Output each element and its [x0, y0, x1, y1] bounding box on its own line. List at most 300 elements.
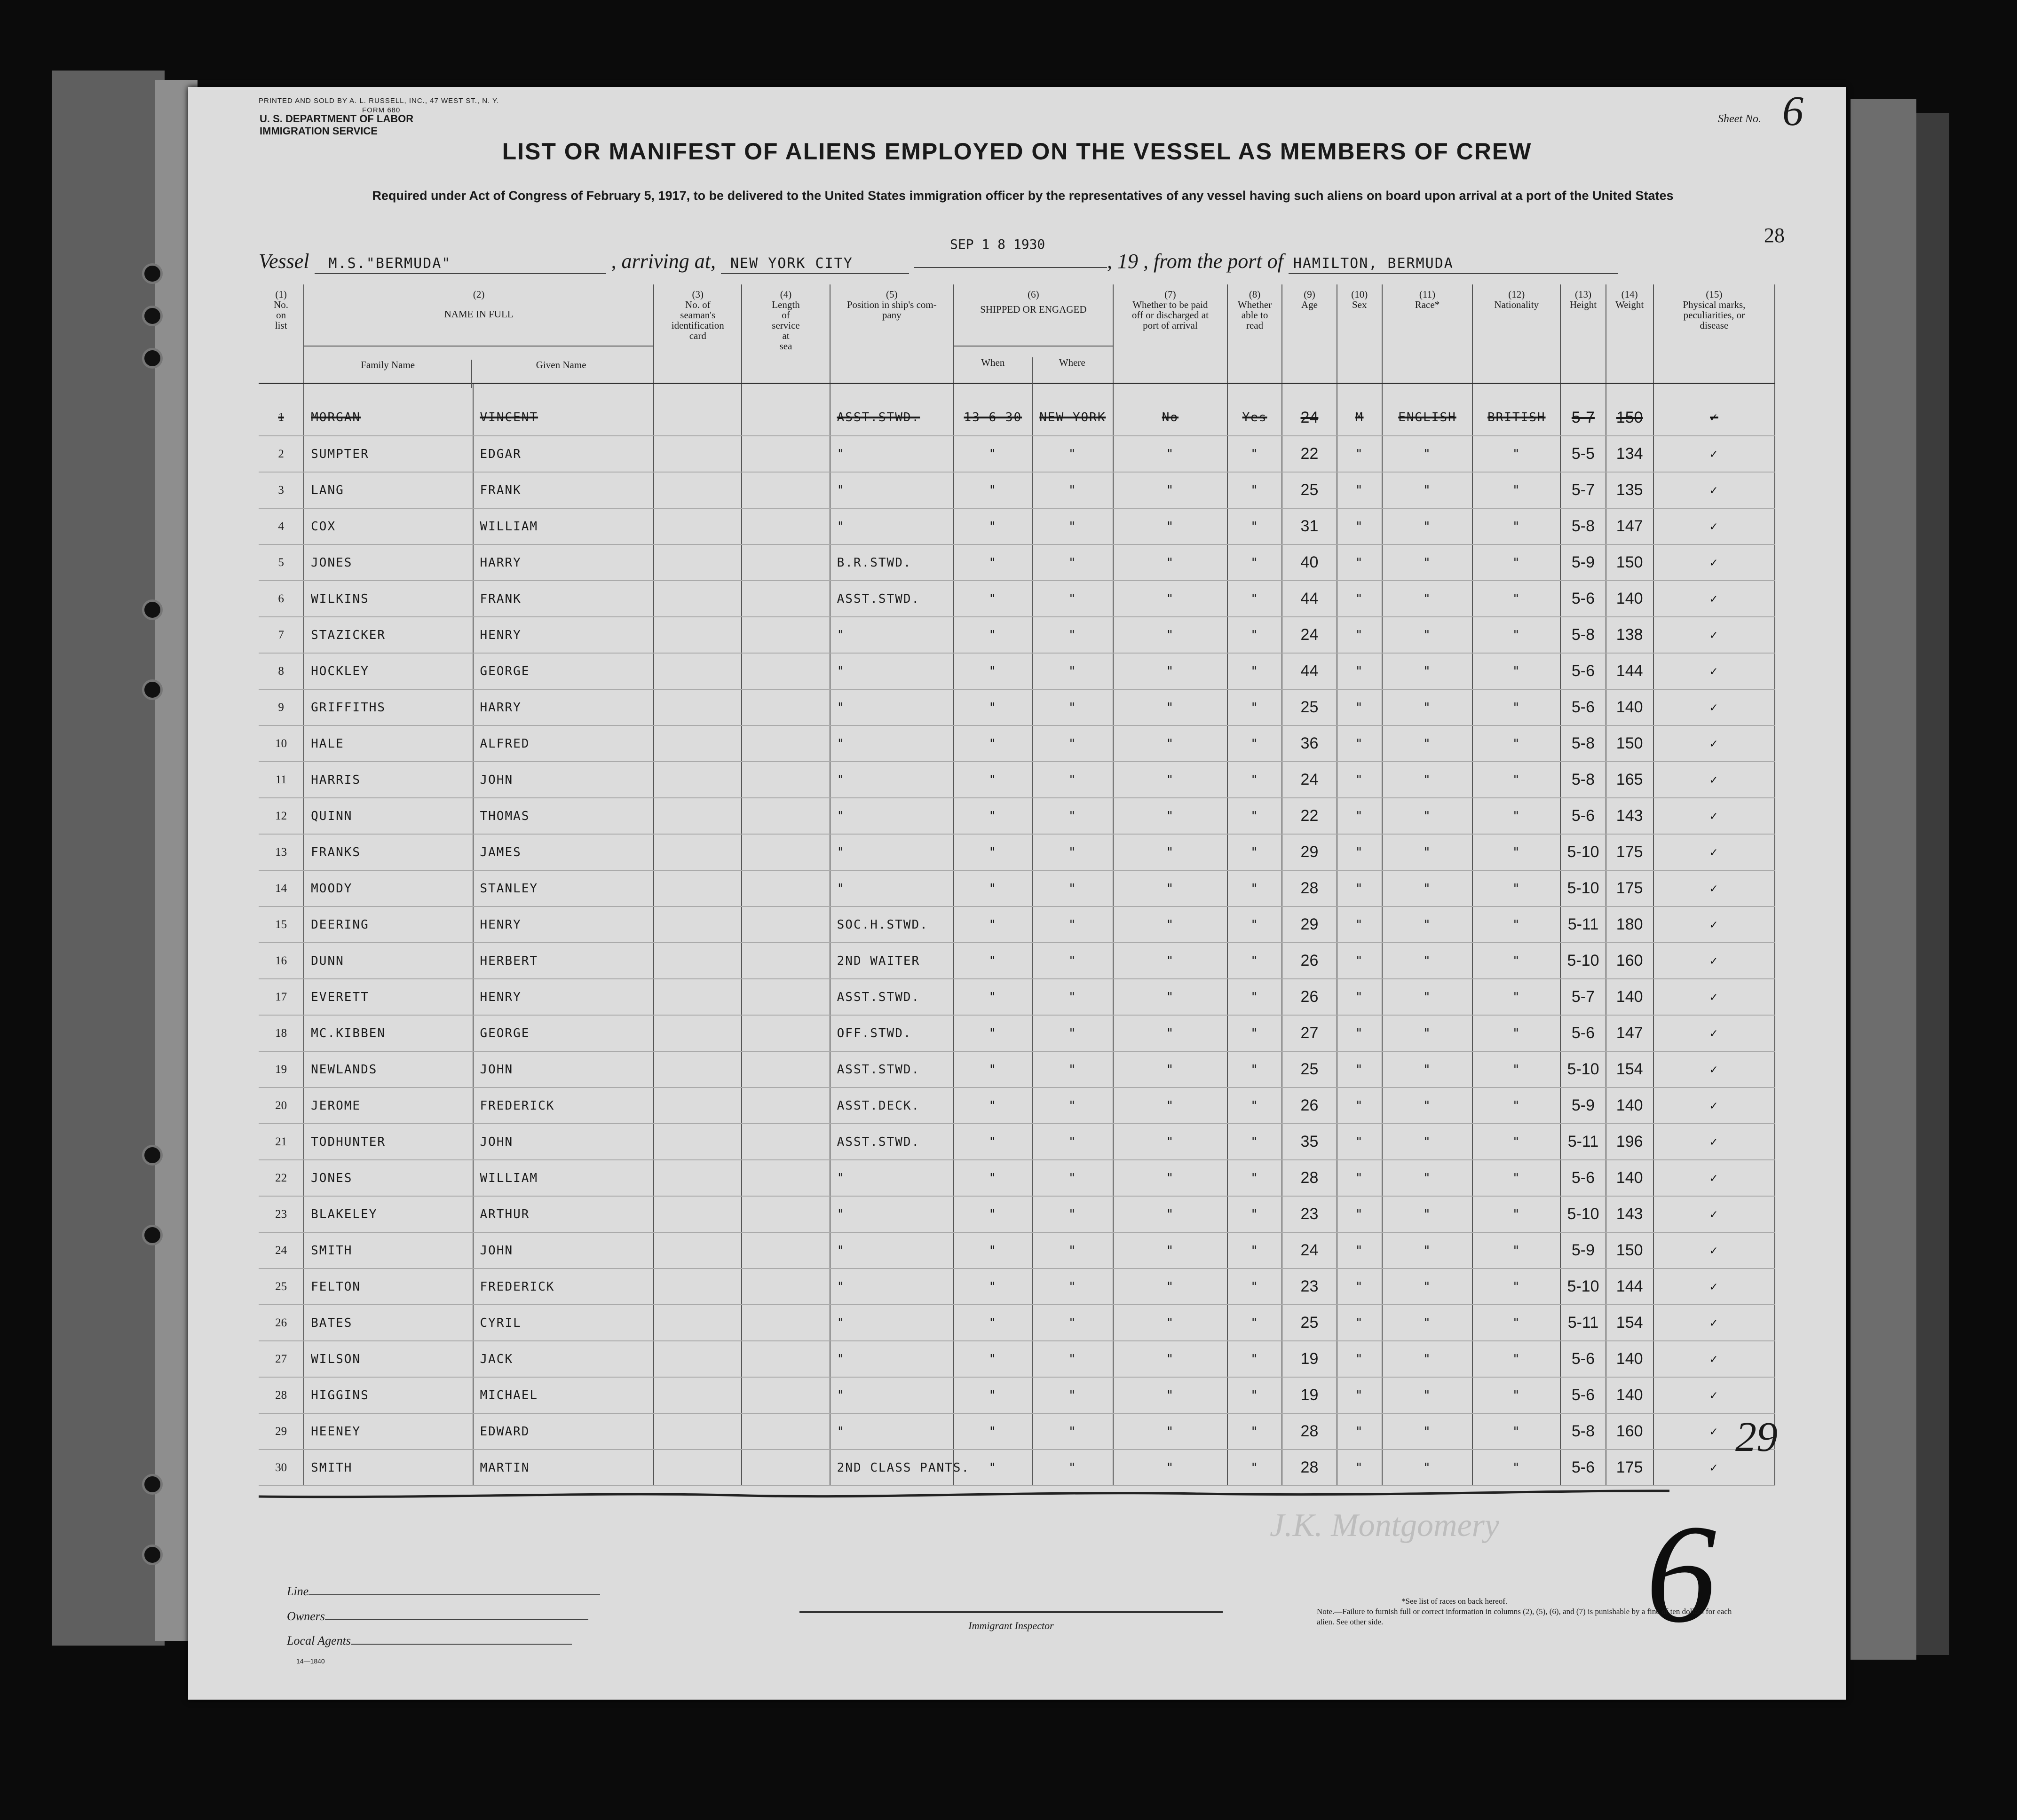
height-cell: 5-11 [1560, 906, 1606, 943]
family-name-cell: JONES [304, 544, 473, 581]
inspector-signature-line [799, 1611, 1223, 1613]
nationality-cell: " [1472, 1232, 1560, 1268]
weight-cell: 140 [1606, 1341, 1653, 1377]
physical-marks-cell: ✓ [1653, 1124, 1775, 1160]
family-name-cell: HALE [304, 725, 473, 762]
weight-cell: 138 [1606, 617, 1653, 653]
shipped-where-cell: " [1032, 1015, 1113, 1051]
agents-label: Local Agents [287, 1634, 351, 1647]
service-length-cell [742, 798, 830, 834]
service-length-cell [742, 943, 830, 979]
id-card-cell [654, 1087, 742, 1124]
col-physical-marks-header: (15) Physical marks, peculiarities, or disease [1653, 284, 1775, 383]
table-row [259, 906, 1775, 943]
shipped-when-cell: " [954, 798, 1032, 834]
service-length-cell [742, 1305, 830, 1341]
position-cell: " [830, 725, 954, 762]
id-card-cell [654, 725, 742, 762]
height-cell: 5-6 [1560, 689, 1606, 725]
physical-marks-cell: ✓ [1653, 1413, 1775, 1450]
age-cell: 29 [1282, 834, 1337, 870]
shipped-where-cell: " [1032, 834, 1113, 870]
shipped-when-cell: " [954, 725, 1032, 762]
paid-off-cell: " [1113, 725, 1227, 762]
id-card-cell [654, 1160, 742, 1196]
page-subtitle: Required under Act of Congress of February 5, 1917, to be delivered to the United States immigration officer by the representatives of any vessel having such aliens on board upon arrival at a port of the United States [372, 189, 1674, 203]
service-length-cell [742, 1377, 830, 1413]
age-cell: 19 [1282, 1377, 1337, 1413]
col-height-header: (13) Height [1560, 284, 1606, 383]
sex-cell: " [1337, 834, 1382, 870]
age-cell: 25 [1282, 1305, 1337, 1341]
nationality-cell: " [1472, 1124, 1560, 1160]
age-cell: 22 [1282, 798, 1337, 834]
service-length-cell [742, 725, 830, 762]
race-cell: " [1382, 1268, 1472, 1305]
race-cell: " [1382, 906, 1472, 943]
inspector-label: Immigrant Inspector [968, 1620, 1054, 1631]
table-row [259, 1377, 1775, 1413]
physical-marks-cell: ✓ [1653, 508, 1775, 544]
sex-cell: " [1337, 725, 1382, 762]
list-number-cell: 24 [259, 1232, 304, 1268]
service-length-cell [742, 544, 830, 581]
able-to-read-cell: " [1227, 653, 1282, 689]
list-number-cell: 18 [259, 1015, 304, 1051]
nationality-cell: " [1472, 943, 1560, 979]
position-cell: " [830, 1413, 954, 1450]
shipped-where-cell: " [1032, 436, 1113, 472]
family-name-cell: EVERETT [304, 979, 473, 1015]
family-name-cell: TODHUNTER [304, 1124, 473, 1160]
age-cell: 44 [1282, 581, 1337, 617]
table-row [259, 472, 1775, 508]
physical-marks-cell: ✓ [1653, 943, 1775, 979]
paid-off-cell: " [1113, 1087, 1227, 1124]
age-cell: 27 [1282, 1015, 1337, 1051]
service-length-cell [742, 1341, 830, 1377]
physical-marks-cell: ✓ [1653, 400, 1775, 436]
position-cell: 2ND CLASS PANTS. [830, 1450, 954, 1486]
family-name-cell: MORGAN [304, 400, 473, 436]
service-length-cell [742, 1232, 830, 1268]
id-card-cell [654, 689, 742, 725]
race-cell: " [1382, 1305, 1472, 1341]
family-name-cell: GRIFFITHS [304, 689, 473, 725]
position-cell: " [830, 689, 954, 725]
race-cell: " [1382, 689, 1472, 725]
race-cell: " [1382, 762, 1472, 798]
physical-marks-cell: ✓ [1653, 1377, 1775, 1413]
nationality-cell: " [1472, 436, 1560, 472]
table-row [259, 1305, 1775, 1341]
able-to-read-cell: " [1227, 1196, 1282, 1232]
list-number-cell: 30 [259, 1450, 304, 1486]
id-card-cell [654, 834, 742, 870]
physical-marks-cell: ✓ [1653, 544, 1775, 581]
sex-cell: " [1337, 653, 1382, 689]
table-row [259, 508, 1775, 544]
position-cell: 2ND WAITER [830, 943, 954, 979]
weight-cell: 134 [1606, 436, 1653, 472]
nationality-cell: " [1472, 544, 1560, 581]
shipped-when-cell: " [954, 1305, 1032, 1341]
id-card-cell [654, 906, 742, 943]
shipped-where-cell: " [1032, 1196, 1113, 1232]
paid-off-cell: " [1113, 979, 1227, 1015]
footer-owners [287, 1609, 588, 1623]
position-cell: ASST.STWD. [830, 1124, 954, 1160]
service-length-cell [742, 617, 830, 653]
height-cell: 5-6 [1560, 653, 1606, 689]
sex-cell: " [1337, 472, 1382, 508]
paid-off-cell: " [1113, 544, 1227, 581]
binder-hole [142, 1544, 163, 1565]
shipped-where-cell: " [1032, 1450, 1113, 1486]
shipped-when-cell: " [954, 653, 1032, 689]
paid-off-cell: " [1113, 1377, 1227, 1413]
weight-cell: 140 [1606, 1087, 1653, 1124]
sex-cell: " [1337, 1160, 1382, 1196]
paid-off-cell: " [1113, 1413, 1227, 1450]
id-card-cell [654, 1305, 742, 1341]
col-id-card-header: (3) No. of seaman's identification card [654, 284, 742, 383]
given-name-cell: HENRY [473, 617, 654, 653]
nationality-cell: " [1472, 1051, 1560, 1087]
able-to-read-cell: " [1227, 1268, 1282, 1305]
year-label: , 19 [1107, 250, 1138, 273]
height-cell: 5-10 [1560, 943, 1606, 979]
given-name-cell: JAMES [473, 834, 654, 870]
shipped-where-cell: " [1032, 472, 1113, 508]
given-name-header: Given Name [471, 360, 650, 388]
shipped-where-cell: " [1032, 1051, 1113, 1087]
race-cell: " [1382, 1341, 1472, 1377]
height-cell: 5-6 [1560, 581, 1606, 617]
paid-off-cell: " [1113, 906, 1227, 943]
paid-off-cell: " [1113, 762, 1227, 798]
printer-imprint [259, 96, 499, 115]
weight-cell: 175 [1606, 870, 1653, 906]
given-name-cell: VINCENT [473, 400, 654, 436]
nationality-cell: " [1472, 798, 1560, 834]
sex-cell: " [1337, 906, 1382, 943]
race-cell: " [1382, 653, 1472, 689]
service-length-cell [742, 400, 830, 436]
sex-cell: M [1337, 400, 1382, 436]
physical-marks-cell: ✓ [1653, 1196, 1775, 1232]
race-cell: " [1382, 1413, 1472, 1450]
col-weight-header: (14) Weight [1606, 284, 1653, 383]
sex-cell: " [1337, 1196, 1382, 1232]
service-length-cell [742, 1015, 830, 1051]
given-name-cell: HENRY [473, 979, 654, 1015]
shipped-when-cell: " [954, 943, 1032, 979]
sex-cell: " [1337, 798, 1382, 834]
table-row [259, 653, 1775, 689]
given-name-cell: FREDERICK [473, 1087, 654, 1124]
weight-cell: 140 [1606, 979, 1653, 1015]
weight-cell: 180 [1606, 906, 1653, 943]
family-name-cell: FELTON [304, 1268, 473, 1305]
table-row [259, 617, 1775, 653]
shipped-when-cell: 13-6-30 [954, 400, 1032, 436]
paid-off-cell: " [1113, 1305, 1227, 1341]
col-read-header: (8) Whether able to read [1227, 284, 1282, 383]
list-number-cell: 6 [259, 581, 304, 617]
right-page-stack [1851, 99, 1916, 1660]
able-to-read-cell: " [1227, 1377, 1282, 1413]
family-name-cell: BATES [304, 1305, 473, 1341]
able-to-read-cell: " [1227, 870, 1282, 906]
nationality-cell: " [1472, 979, 1560, 1015]
list-number-cell: 5 [259, 544, 304, 581]
nationality-cell: " [1472, 581, 1560, 617]
sex-cell: " [1337, 581, 1382, 617]
paid-off-cell: " [1113, 653, 1227, 689]
table-row [259, 834, 1775, 870]
height-cell: 5-8 [1560, 1413, 1606, 1450]
height-cell: 5-6 [1560, 1341, 1606, 1377]
able-to-read-cell: " [1227, 906, 1282, 943]
sheet-number: 6 [1782, 88, 1803, 134]
height-cell: 5-6 [1560, 1450, 1606, 1486]
family-name-cell: BLAKELEY [304, 1196, 473, 1232]
given-name-cell: WILLIAM [473, 508, 654, 544]
col-name-header: (2) NAME IN FULL Family Name Given Name [304, 284, 654, 383]
binder-hole [142, 1474, 163, 1495]
sex-cell: " [1337, 436, 1382, 472]
shipped-when-cell: " [954, 1377, 1032, 1413]
nationality-cell: " [1472, 762, 1560, 798]
service-length-cell [742, 1196, 830, 1232]
able-to-read-cell: " [1227, 725, 1282, 762]
given-name-cell: MARTIN [473, 1450, 654, 1486]
sex-cell: " [1337, 979, 1382, 1015]
shipped-when-cell: " [954, 1341, 1032, 1377]
family-name-cell: STAZICKER [304, 617, 473, 653]
shipped-when-cell: " [954, 544, 1032, 581]
age-cell: 44 [1282, 653, 1337, 689]
shipped-where-cell: " [1032, 798, 1113, 834]
page-title: LIST OR MANIFEST OF ALIENS EMPLOYED ON THE VESSEL AS MEMBERS OF CREW [502, 138, 1532, 165]
sex-cell: " [1337, 1413, 1382, 1450]
physical-marks-cell: ✓ [1653, 870, 1775, 906]
family-name-cell: WILSON [304, 1341, 473, 1377]
paid-off-cell: " [1113, 1051, 1227, 1087]
race-cell: " [1382, 1196, 1472, 1232]
nationality-cell: " [1472, 472, 1560, 508]
vessel-line [259, 249, 1811, 274]
id-card-cell [654, 762, 742, 798]
nationality-cell: " [1472, 870, 1560, 906]
paid-off-cell: " [1113, 472, 1227, 508]
col-nationality-header: (12) Nationality [1472, 284, 1560, 383]
shipped-where-cell: " [1032, 979, 1113, 1015]
list-number-cell: 4 [259, 508, 304, 544]
paid-off-cell: " [1113, 1232, 1227, 1268]
shipped-when-cell: " [954, 1015, 1032, 1051]
shipped-where-cell: " [1032, 1160, 1113, 1196]
paid-off-cell: " [1113, 1160, 1227, 1196]
age-cell: 26 [1282, 979, 1337, 1015]
able-to-read-cell: " [1227, 834, 1282, 870]
shipped-when-cell: " [954, 581, 1032, 617]
sex-cell: " [1337, 870, 1382, 906]
list-number-cell: 22 [259, 1160, 304, 1196]
weight-cell: 154 [1606, 1305, 1653, 1341]
weight-cell: 160 [1606, 943, 1653, 979]
race-cell: " [1382, 1450, 1472, 1486]
list-number-cell: 15 [259, 906, 304, 943]
family-name-cell: SMITH [304, 1232, 473, 1268]
position-cell: " [830, 834, 954, 870]
weight-cell: 154 [1606, 1051, 1653, 1087]
given-name-cell: ARTHUR [473, 1196, 654, 1232]
shipped-when-cell: " [954, 1232, 1032, 1268]
weight-cell: 144 [1606, 653, 1653, 689]
service-length-cell [742, 762, 830, 798]
shipped-where-cell: " [1032, 1124, 1113, 1160]
service-length-cell [742, 1051, 830, 1087]
height-cell: 5-7 [1560, 979, 1606, 1015]
shipped-where-cell: " [1032, 943, 1113, 979]
position-cell: " [830, 472, 954, 508]
family-name-cell: WILKINS [304, 581, 473, 617]
given-name-cell: JOHN [473, 1232, 654, 1268]
list-number-cell: 10 [259, 725, 304, 762]
list-number-cell: 16 [259, 943, 304, 979]
height-cell: 5-11 [1560, 1305, 1606, 1341]
able-to-read-cell: " [1227, 472, 1282, 508]
age-cell: 25 [1282, 689, 1337, 725]
id-card-cell [654, 400, 742, 436]
sex-cell: " [1337, 762, 1382, 798]
position-cell: ASST.STWD. [830, 581, 954, 617]
date-stamp: SEP 1 8 1930 [950, 236, 1045, 252]
col-sex-header: (10) Sex [1337, 284, 1382, 383]
id-card-cell [654, 1413, 742, 1450]
physical-marks-cell: ✓ [1653, 617, 1775, 653]
height-cell: 5-9 [1560, 1232, 1606, 1268]
nationality-cell: " [1472, 1377, 1560, 1413]
table-row [259, 725, 1775, 762]
list-number-cell: 2 [259, 436, 304, 472]
paid-off-cell: " [1113, 436, 1227, 472]
given-name-cell: FRANK [473, 472, 654, 508]
page-number: 28 [1764, 224, 1785, 247]
weight-cell: 140 [1606, 581, 1653, 617]
col-position-header: (5) Position in ship's com- pany [830, 284, 954, 383]
position-cell: ASST.STWD. [830, 1051, 954, 1087]
vessel-label: Vessel [259, 250, 309, 273]
race-cell: " [1382, 436, 1472, 472]
form-code: 14—1840 [296, 1657, 325, 1665]
service-length-cell [742, 979, 830, 1015]
family-name-cell: HARRIS [304, 762, 473, 798]
shipped-where-cell: " [1032, 1268, 1113, 1305]
shipped-where-cell: " [1032, 1341, 1113, 1377]
age-cell: 26 [1282, 1087, 1337, 1124]
given-name-cell: JACK [473, 1341, 654, 1377]
family-name-cell: COX [304, 508, 473, 544]
shipped-when-cell: " [954, 906, 1032, 943]
sex-cell: " [1337, 1450, 1382, 1486]
height-cell: 5-8 [1560, 762, 1606, 798]
nationality-cell: " [1472, 906, 1560, 943]
nationality-cell: " [1472, 1413, 1560, 1450]
position-cell: " [830, 436, 954, 472]
able-to-read-cell: Yes [1227, 400, 1282, 436]
race-cell: " [1382, 834, 1472, 870]
sex-cell: " [1337, 508, 1382, 544]
shipped-when-cell: " [954, 1124, 1032, 1160]
shipped-where-cell: " [1032, 725, 1113, 762]
weight-cell: 150 [1606, 1232, 1653, 1268]
physical-marks-cell: ✓ [1653, 689, 1775, 725]
physical-marks-cell: ✓ [1653, 1305, 1775, 1341]
nationality-cell: " [1472, 689, 1560, 725]
nationality-cell: " [1472, 1160, 1560, 1196]
shipped-when-cell: " [954, 979, 1032, 1015]
footer-line [287, 1584, 600, 1599]
able-to-read-cell: " [1227, 1341, 1282, 1377]
age-cell: 24 [1282, 762, 1337, 798]
end-of-list-line [259, 1488, 1669, 1502]
height-cell: 5-6 [1560, 1377, 1606, 1413]
weight-cell: 144 [1606, 1268, 1653, 1305]
binder-hole [142, 263, 163, 284]
list-number-cell: 7 [259, 617, 304, 653]
id-card-cell [654, 617, 742, 653]
given-name-cell: FREDERICK [473, 1268, 654, 1305]
shipped-when-cell: " [954, 472, 1032, 508]
physical-marks-cell: ✓ [1653, 581, 1775, 617]
col-service-length-header: (4) Length of service at sea [742, 284, 830, 383]
id-card-cell [654, 798, 742, 834]
table-row [259, 1015, 1775, 1051]
family-name-cell: DUNN [304, 943, 473, 979]
position-cell: B.R.STWD. [830, 544, 954, 581]
shipped-when-header: When [981, 357, 1005, 368]
paid-off-cell: " [1113, 617, 1227, 653]
position-cell: " [830, 798, 954, 834]
binder-hole [142, 1145, 163, 1166]
binder-hole [142, 306, 163, 326]
age-cell: 23 [1282, 1196, 1337, 1232]
height-cell: 5-9 [1560, 544, 1606, 581]
family-name-cell: SUMPTER [304, 436, 473, 472]
shipped-where-cell: " [1032, 762, 1113, 798]
nationality-cell: " [1472, 653, 1560, 689]
able-to-read-cell: " [1227, 617, 1282, 653]
able-to-read-cell: " [1227, 798, 1282, 834]
sex-cell: " [1337, 689, 1382, 725]
shipped-where-cell: " [1032, 1087, 1113, 1124]
penalty-note: Note.—Failure to furnish full or correct information in columns (2), (5), (6), and (7) is punishable by a fine of ten dollars for each alien. See other side. [1317, 1607, 1732, 1626]
age-cell: 28 [1282, 1160, 1337, 1196]
service-length-cell [742, 1160, 830, 1196]
physical-marks-cell: ✓ [1653, 725, 1775, 762]
col-age-header: (9) Age [1282, 284, 1337, 383]
height-cell: 5-8 [1560, 508, 1606, 544]
race-cell: " [1382, 544, 1472, 581]
sex-cell: " [1337, 1232, 1382, 1268]
able-to-read-cell: " [1227, 943, 1282, 979]
position-cell: " [830, 870, 954, 906]
table-row [259, 1341, 1775, 1377]
physical-marks-cell: ✓ [1653, 762, 1775, 798]
